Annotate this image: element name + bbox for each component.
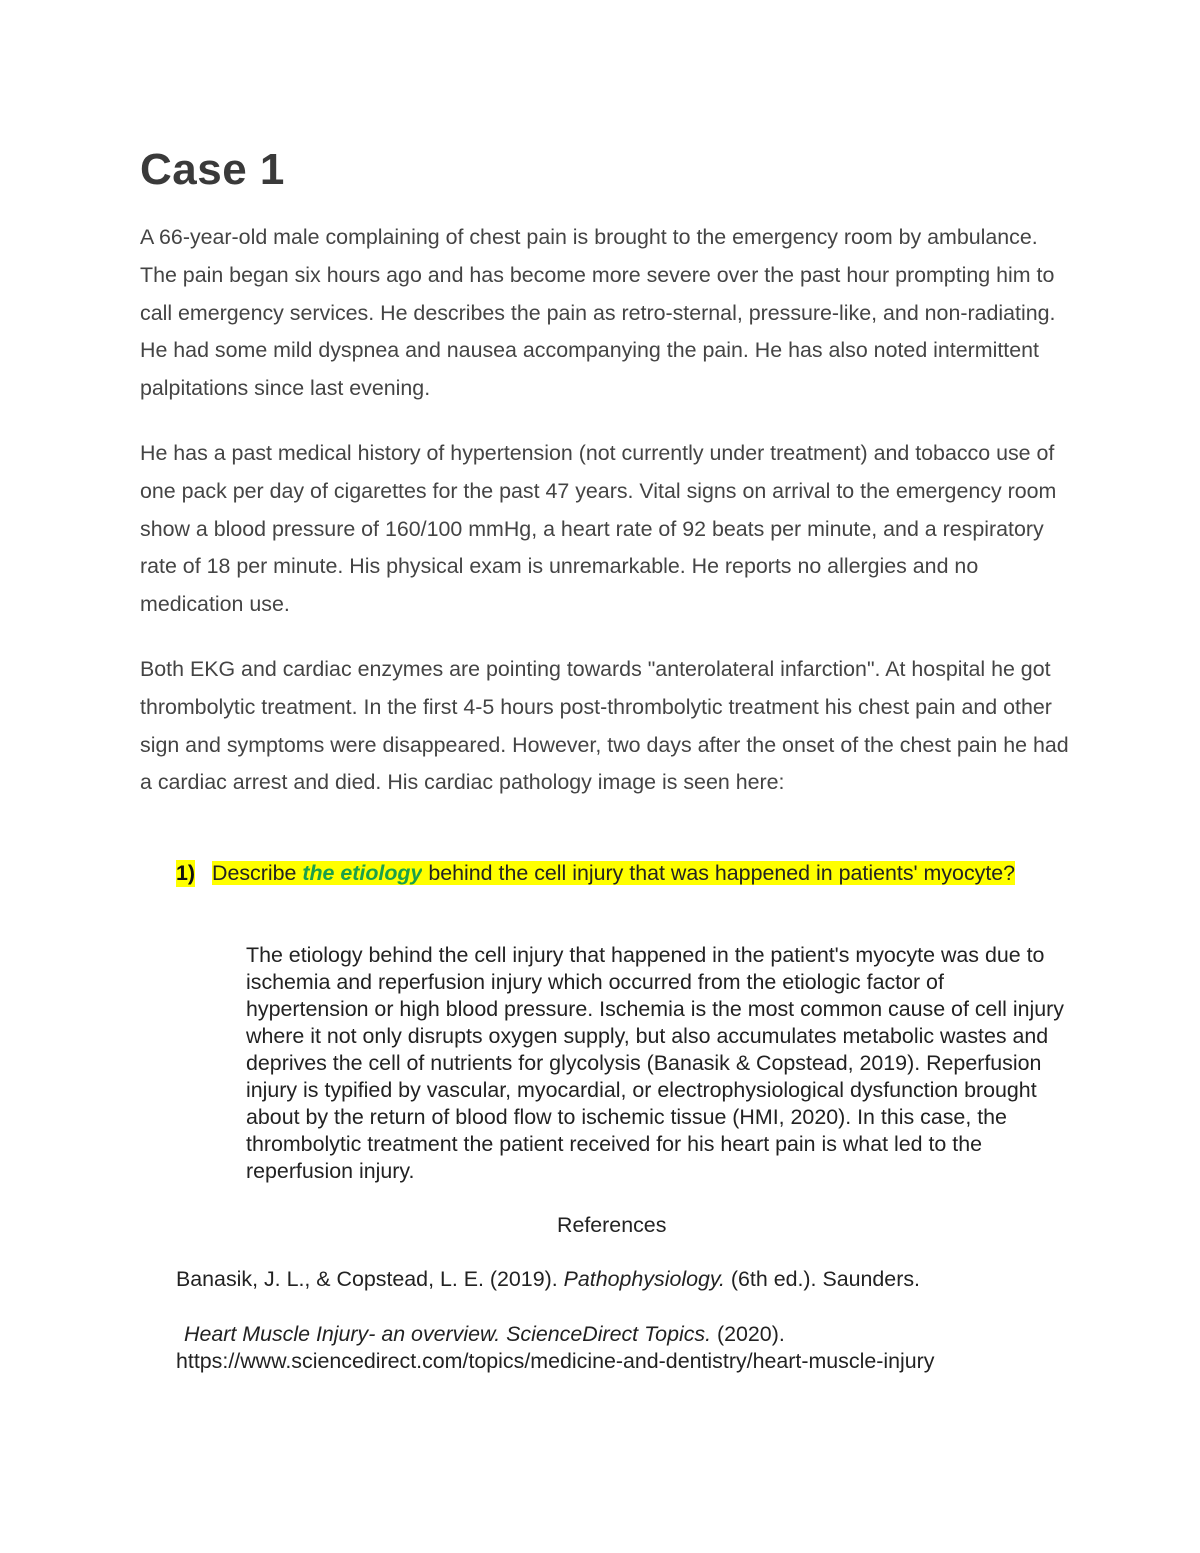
case-paragraph-presentation: A 66-year-old male complaining of chest pain is brought to the emergency room by ambulance. The pain began six hours ago and has become more severe over the past hour prompting him to call emergency services. He describes the pain as retro-sternal, pressure-like, and non-radiating. He had some mild dyspnea and nausea accompanying the pain. He has also noted intermittent palpitations since last evening. <box>140 225 1056 401</box>
reference-2-url[interactable]: https://www.sciencedirect.com/topics/medicine-and-dentistry/heart-muscle-injury <box>176 1349 935 1373</box>
question-1 <box>176 860 1016 887</box>
reference-1-rest: (6th ed.). Saunders. <box>724 1267 920 1291</box>
case-paragraph-history: He has a past medical history of hypertension (not currently under treatment) and tobacco use of one pack per day of cigarettes for the past 47 years. Vital signs on arrival to the emergency room show a blood pressure of 160/100 mmHg, a heart rate of 92 beats per minute, and a respiratory rate of 18 per minute. His physical exam is unremarkable. He reports no allergies and no medication use. <box>140 441 1057 617</box>
question-prefix: Describe <box>212 861 303 885</box>
answer-paragraph: The etiology behind the cell injury that happened in the patient's myocyte was due to ischemia and reperfusion injury which occurred from the etiologic factor of hypertension or high blood pressure. Ischemia is the most common cause of cell injury where it not only disrupts oxygen supply, but also accumulates metabolic wastes and deprives the cell of nutrients for glycolysis (Banasik & Copstead, 2019). Reperfusion injury is typified by vascular, myocardial, or electrophysiological dysfunction brought about by the return of blood flow to ischemic tissue (HMI, 2020). In this case, the thrombolytic treatment the patient received for his heart pain is what led to the reperfusion injury. <box>246 943 1064 1183</box>
case-paragraph-outcome: Both EKG and cardiac enzymes are pointing towards "anterolateral infarction". At hospital he got thrombolytic treatment. In the first 4-5 hours post-thrombolytic treatment his chest pain and other sign and symptoms were disappeared. However, two days after the onset of the chest pain he had a cardiac arrest and died. His cardiac pathology image is seen here: <box>140 657 1069 795</box>
reference-2 <box>176 1321 1056 1375</box>
reference-1-authors: Banasik, J. L., & Copstead, L. E. (2019). <box>176 1267 564 1291</box>
case-title: Case 1 <box>140 145 285 194</box>
references-heading: References <box>557 1213 667 1237</box>
question-suffix: behind the cell injury that was happened in patients' myocyte? <box>422 861 1016 885</box>
reference-1-title: Pathophysiology. <box>563 1267 725 1291</box>
reference-2-rest: (2020). <box>711 1322 785 1346</box>
question-emphasis: the etiology <box>302 861 423 885</box>
question-text <box>212 860 1016 887</box>
question-number: 1) <box>176 861 196 885</box>
reference-1 <box>176 1266 1056 1293</box>
reference-2-title: Heart Muscle Injury- an overview. ScienceDirect Topics. <box>184 1322 712 1346</box>
